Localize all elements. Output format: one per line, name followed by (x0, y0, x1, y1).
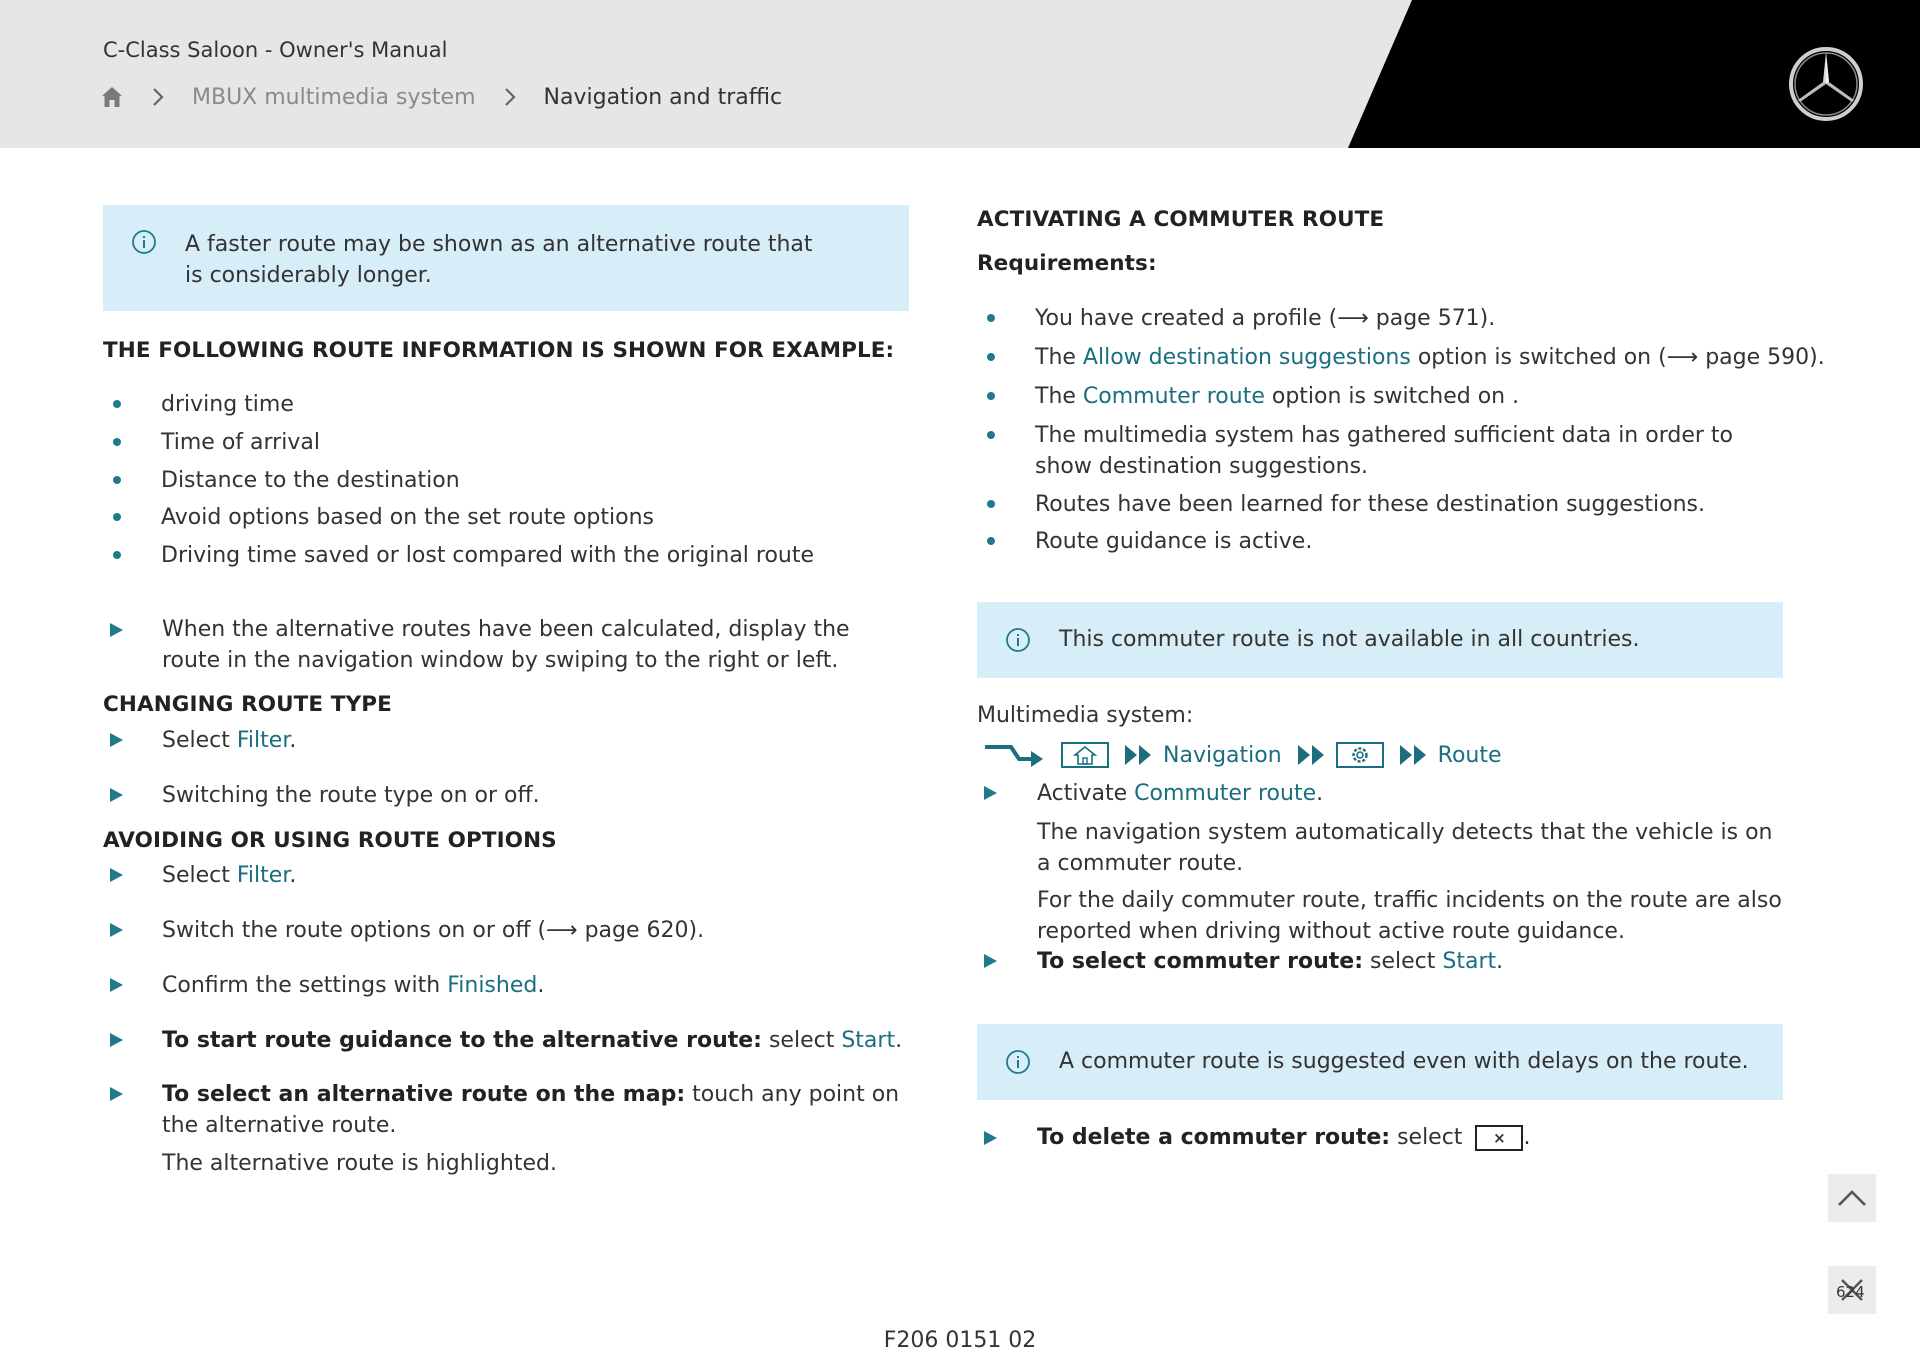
manual-title: C-Class Saloon - Owner's Manual (103, 38, 448, 62)
bullet (113, 400, 121, 408)
list-item: The Allow destination suggestions option is switched on (⟶ page 590). (1035, 345, 1825, 370)
bullet (113, 438, 121, 446)
double-chevron-icon (1296, 743, 1328, 767)
step-arrow-icon (110, 1033, 123, 1047)
info-box-faster-route (103, 205, 909, 311)
allow-destination-suggestions-link[interactable]: Allow destination suggestions (1082, 345, 1411, 370)
step-arrow-icon (110, 868, 123, 882)
footer-code: F206 0151 02 (883, 1328, 1037, 1353)
step-text: To select an alternative route on the map: touch any point on the alternative route. (162, 1082, 900, 1138)
step-text: To select commuter route: select Start. (1037, 949, 1504, 974)
step-text: Select Filter. (162, 728, 297, 753)
settings-gear-icon[interactable] (1336, 742, 1384, 768)
step-arrow-icon (110, 1087, 123, 1101)
bullet (987, 314, 995, 322)
list-item: Routes have been learned for these destination suggestions. (1035, 492, 1706, 517)
info-text: A faster route may be shown as an alternative route that is considerably longer. (185, 232, 813, 288)
list-item: Time of arrival (161, 430, 320, 455)
step-text: Activate Commuter route. (1037, 781, 1324, 806)
double-chevron-icon (1123, 743, 1155, 767)
bullet (113, 476, 121, 484)
home-icon[interactable] (100, 85, 124, 109)
list-item: Driving time saved or lost compared with the original route (161, 543, 815, 568)
bullet (987, 353, 995, 361)
step-arrow-icon (984, 786, 997, 800)
step-arrow-icon (110, 923, 123, 937)
section-heading: ACTIVATING A COMMUTER ROUTE (977, 207, 1385, 232)
multimedia-system-label: Multimedia system: (977, 703, 1194, 728)
breadcrumb-multimedia[interactable]: MBUX multimedia system (192, 84, 476, 110)
step-result: The navigation system automatically detects that the vehicle is on a commuter route. (1037, 820, 1773, 876)
section-heading: CHANGING ROUTE TYPE (103, 692, 392, 717)
menu-path-navigation[interactable]: Navigation (1163, 742, 1282, 768)
step-text: Switching the route type on or off. (162, 783, 540, 808)
filter-link[interactable]: Filter (236, 728, 290, 753)
bullet (113, 513, 121, 521)
list-item: You have created a profile (⟶ page 571). (1035, 306, 1496, 331)
list-item: The multimedia system has gathered sufficient data in order to show destination suggestions. (1035, 423, 1733, 479)
info-icon (1005, 1049, 1031, 1079)
list-item: Distance to the destination (161, 468, 460, 493)
page-number: 624 (1836, 1283, 1865, 1301)
chevron-right-icon (152, 87, 164, 107)
bullet (987, 500, 995, 508)
bullet (987, 392, 995, 400)
step-result: For the daily commuter route, traffic incidents on the route are also reported when driving without active route guidance. (1037, 888, 1782, 944)
step-text: To delete a commuter route: select × . (1037, 1125, 1531, 1150)
menu-path-route[interactable]: Route (1437, 742, 1502, 768)
chevron-right-icon (504, 87, 516, 107)
info-box-availability (977, 602, 1783, 678)
scroll-up-button[interactable] (1828, 1174, 1876, 1222)
start-link[interactable]: Start (841, 1028, 896, 1053)
requirements-label: Requirements: (977, 251, 1157, 276)
step-arrow-icon (110, 978, 123, 992)
step-arrow-icon (110, 623, 123, 637)
step-arrow-icon (110, 788, 123, 802)
bullet (987, 431, 995, 439)
info-icon (1005, 627, 1031, 657)
breadcrumb-navigation[interactable]: Navigation and traffic (543, 84, 783, 110)
info-icon (131, 229, 157, 259)
delete-button[interactable]: × (1475, 1125, 1523, 1151)
home-icon[interactable] (1061, 742, 1109, 768)
bullet (987, 537, 995, 545)
info-text: A commuter route is suggested even with delays on the route. (1059, 1049, 1749, 1074)
step-text: Switch the route options on or off (⟶ page 620). (162, 918, 705, 943)
bullet (113, 551, 121, 559)
commuter-route-link[interactable]: Commuter route (1082, 384, 1265, 409)
mercedes-star-icon (1786, 44, 1866, 128)
step-text: To start route guidance to the alternative route: select Start. (162, 1028, 903, 1053)
list-item: The Commuter route option is switched on . (1035, 384, 1520, 409)
step-arrow-icon (110, 733, 123, 747)
finished-link[interactable]: Finished (447, 973, 538, 998)
list-item: Avoid options based on the set route options (161, 505, 654, 530)
step-text: When the alternative routes have been calculated, display the route in the navigation window by swiping to the right or left. (162, 617, 850, 673)
list-item: Route guidance is active. (1035, 529, 1313, 554)
step-result: The alternative route is highlighted. (162, 1151, 557, 1176)
commuter-route-link[interactable]: Commuter route (1134, 781, 1317, 806)
step-arrow-icon (984, 954, 997, 968)
info-box-delays (977, 1024, 1783, 1100)
menu-path (983, 738, 1502, 772)
section-heading: AVOIDING OR USING ROUTE OPTIONS (103, 828, 557, 853)
filter-link[interactable]: Filter (236, 863, 290, 888)
step-text: Confirm the settings with Finished. (162, 973, 545, 998)
path-arrow-icon (983, 741, 1047, 769)
info-text: This commuter route is not available in all countries. (1059, 627, 1640, 652)
section-heading: THE FOLLOWING ROUTE INFORMATION IS SHOWN FOR EXAMPLE: (103, 338, 895, 363)
step-text: Select Filter. (162, 863, 297, 888)
breadcrumb (100, 82, 782, 112)
list-item: driving time (161, 392, 294, 417)
start-link[interactable]: Start (1442, 949, 1497, 974)
step-arrow-icon (984, 1131, 997, 1145)
double-chevron-icon (1398, 743, 1430, 767)
chevron-up-icon (1837, 1189, 1867, 1207)
